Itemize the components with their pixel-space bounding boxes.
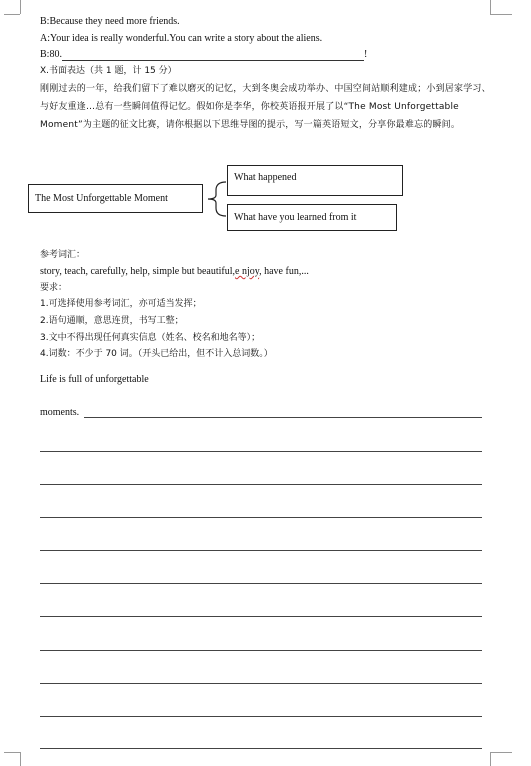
reference-heading: 参考词汇： (40, 250, 86, 260)
dialogue-line-3 (40, 48, 367, 61)
dialogue-line-2: A:Your idea is really wonderful.You can write a story about the aliens. (40, 33, 323, 44)
writing-line[interactable] (40, 484, 482, 485)
corner-mark-bottom-right (490, 752, 491, 766)
requirement-item: 1.可选择使用参考词汇，亦可适当发挥； (40, 299, 202, 309)
mindmap-branch-2-label: What have you learned from it (234, 212, 357, 223)
dialogue-line-3-prefix: B:80. (40, 49, 62, 60)
corner-mark-bottom-right-h (490, 752, 512, 753)
requirement-item: 3.文中不得出现任何真实信息（姓名、校名和地名等）； (40, 333, 261, 343)
dialogue-line-1: B:Because they need more friends. (40, 16, 180, 27)
mindmap-branch-2-box (227, 204, 397, 231)
mindmap-center-label: The Most Unforgettable Moment (35, 193, 168, 204)
answer-blank[interactable] (62, 49, 364, 61)
writing-line[interactable] (40, 683, 482, 684)
corner-mark-top-left (20, 0, 21, 14)
writing-line[interactable] (40, 517, 482, 518)
reference-words-c: , have fun,... (259, 266, 309, 277)
corner-mark-top-right (490, 0, 491, 14)
writing-line[interactable] (40, 583, 482, 584)
reference-words (40, 265, 309, 278)
writing-line[interactable] (40, 550, 482, 551)
reference-words-a: story, teach, carefully, help, simple but beautiful, (40, 266, 236, 277)
mindmap-branch-1-box (227, 165, 403, 196)
prompt-paragraph: 刚刚过去的一年，给我们留下了难以磨灭的记忆，大到冬奥会成功举办、中国空间站顺利建成；小到居家学习、与好友重逢…总有一些瞬间值得记忆。假如你是李华，你校英语报开展了以“The Most Unforgettable Moment”为主题的征文比赛，请你根据以下思维导图的提示，写一篇英语短文，分享你最难忘的瞬间。 (40, 84, 491, 130)
essay-opening-line-1: Life is full of unforgettable (40, 374, 149, 385)
section-heading: X.书面表达（共 1 题，计 15 分） (40, 66, 177, 76)
corner-mark-top-right-h (490, 14, 512, 15)
corner-mark-top-left-h (4, 14, 20, 15)
mindmap-center-box (28, 184, 203, 213)
corner-mark-bottom-left-h (4, 752, 20, 753)
requirement-item: 2.语句通顺，意思连贯，书写工整； (40, 316, 184, 326)
writing-line[interactable] (40, 616, 482, 617)
mindmap-branch-1-label: What happened (234, 172, 297, 183)
writing-line[interactable] (40, 748, 482, 749)
requirements-heading: 要求： (40, 283, 68, 293)
writing-line[interactable] (40, 716, 482, 717)
requirement-item: 4.词数：不少于 70 词。（开头已给出，但不计入总词数。） (40, 349, 273, 359)
writing-line[interactable] (40, 650, 482, 651)
writing-line[interactable] (40, 451, 482, 452)
corner-mark-bottom-left (20, 752, 21, 766)
reference-words-b: e njoy (235, 266, 260, 277)
dialogue-line-3-suffix: ! (363, 49, 368, 60)
writing-line[interactable] (84, 417, 482, 418)
essay-opening-line-2: moments. (40, 407, 80, 418)
